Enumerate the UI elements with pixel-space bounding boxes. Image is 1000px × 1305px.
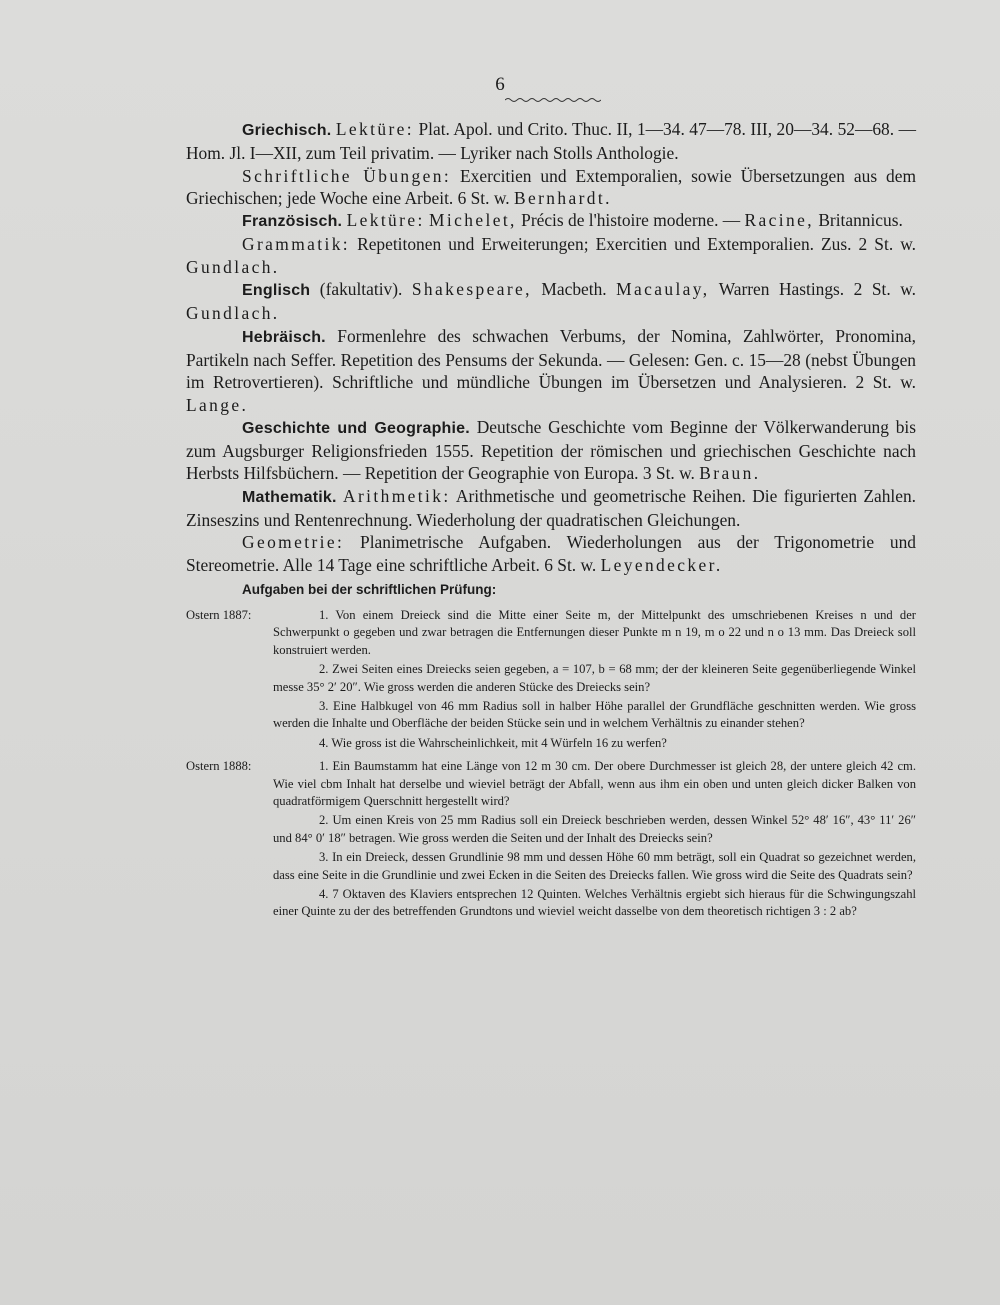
exam-task: 1. Von einem Dreieck sind die Mitte einer Seite m, der Mittelpunkt des umschriebenen Kreises n und der Schwerpunkt o gegeben und zwar betragen die Entfernungen dieser Punkte m n 19, m o 22 und n o 13 mm. Das Dreieck soll konstruiert werden. [273,607,916,657]
exam-task: 4. Wie gross ist die Wahrscheinlichkeit, mit 4 Würfeln 16 zu werfen? [319,735,667,750]
exam-section-1887 [186,607,916,752]
paragraph-geometry: Geometrie: Planimetrische Aufgaben. Wiederholungen aus der Trigonometrie und Stereometrie. Alle 14 Tage eine schriftliche Arbeit. 6 St. w. Leyendecker. [186,532,916,575]
paragraph-arithmetic: Mathematik. Arithmetik: Arithmetische und geometrische Reihen. Die figurierten Zahlen. Zinseszins und Rentenrechnung. Wiederholung der quadratischen Gleichungen. [186,485,916,531]
exam-task: 1. Ein Baumstamm hat eine Länge von 12 m 30 cm. Der obere Durchmesser ist gleich 28, der untere gleich 42 cm. Wie viel cbm Inhalt hat derselbe und wieviel beträgt der Abfall, wenn aus ihm ein oben und unten gleich dicker Balken von quadratförmigem Querschnitt hergestellt wird? [273,759,916,808]
paragraph-greek-writing: Schriftliche Übungen: Exercitien und Extemporalien, sowie Übersetzungen aus dem Griechischen; jede Woche eine Arbeit. 6 St. w. Bernhardt. [186,165,916,208]
paragraph-history: Geschichte und Geographie. Deutsche Geschichte vom Beginne der Völkerwanderung bis zum Augsburger Religionsfrieden 1555. Repetition der römischen und griechischen Geschichte nach Herbsts Hilfsbüchern. — Repetition der Geographie von Europa. 3 St. w. Braun. [186,416,916,484]
paragraph-greek-reading: Griechisch. Lektüre: Plat. Apol. und Crito. Thuc. II, 1—34. 47—78. III, 20—34. 52—68. — Hom. Jl. I—XII, zum Teil privatim. — Lyriker nach Stolls Anthologie. [186,119,916,164]
exam-task: 3. In ein Dreieck, dessen Grundlinie 98 mm und dessen Höhe 60 mm beträgt, soll ein Quadrat so gezeichnet werden, dass eine Seite in die Grundlinie und zwei Ecken in die Seiten des Dreiecks fallen. Wie gross wird die Seite des Quadrats sein? [273,850,916,882]
exam-section-label: Ostern 1887: [186,607,252,622]
exam-task: 3. Eine Halbkugel von 46 mm Radius soll in halber Höhe parallel der Grundfläche geschnitten werden. Wie gross werden die Inhalte und Oberfläche der beiden Stücke sein und in welchem Verhältnis zu einander stehen? [273,698,916,731]
paragraph-english: Englisch (fakultativ). Shakespeare, Macbeth. Macaulay, Warren Hastings. 2 St. w. Gundlach. [186,279,916,324]
ornamental-squiggle [505,97,601,103]
paragraph-french-grammar: Grammatik: Repetitonen und Erweiterungen; Exercitien und Extemporalien. Zus. 2 St. w. Gundlach. [186,234,916,277]
page-number: 6 [495,74,505,95]
paragraph-hebrew: Hebräisch. Formenlehre des schwachen Verbums, der Nomina, Zahlwörter, Pronomina, Partikeln nach Seffer. Repetition des Pensums der Sekunda. — Gelesen: Gen. c. 15—28 (nebst Übungen im Retrovertieren). Schriftliche und mündliche Übungen im Übersetzen und Analysieren. 2 St. w. Lange. [186,325,916,415]
exam-tasks-heading: Aufgaben bei der schriftlichen Prüfung: [242,581,497,597]
main-text [186,118,916,923]
exam-task: 2. Zwei Seiten eines Dreiecks seien gegeben, a = 107, b = 68 mm; der der kleineren Seite gegenüberliegende Winkel messe 35° 2′ 20″. Wie gross werden die anderen Stücke des Dreiecks sein? [273,662,916,694]
exam-task: 2. Um einen Kreis von 25 mm Radius soll ein Dreieck beschrieben werden, dessen Winkel 52° 48′ 16″, 43° 11′ 26″ und 84° 0′ 18″ betragen. Wie gross werden die Seiten und der Inhalt des Dreiecks sein? [273,813,916,845]
exam-task: 4. 7 Oktaven des Klaviers entsprechen 12 Quinten. Welches Verhältnis ergiebt sich hieraus für die Schwingungszahl einer Quinte zu der des betreffenden Grundtons und wieviel weicht dasselbe von dem theoretisch richtigen 3 : 2 ab? [273,887,916,919]
exam-section-label: Ostern 1888: [186,759,252,774]
exam-section-1888 [186,758,916,921]
paragraph-french-reading: Französisch. Lektüre: Michelet, Précis de l'histoire moderne. — Racine, Britannicus. [242,210,903,231]
